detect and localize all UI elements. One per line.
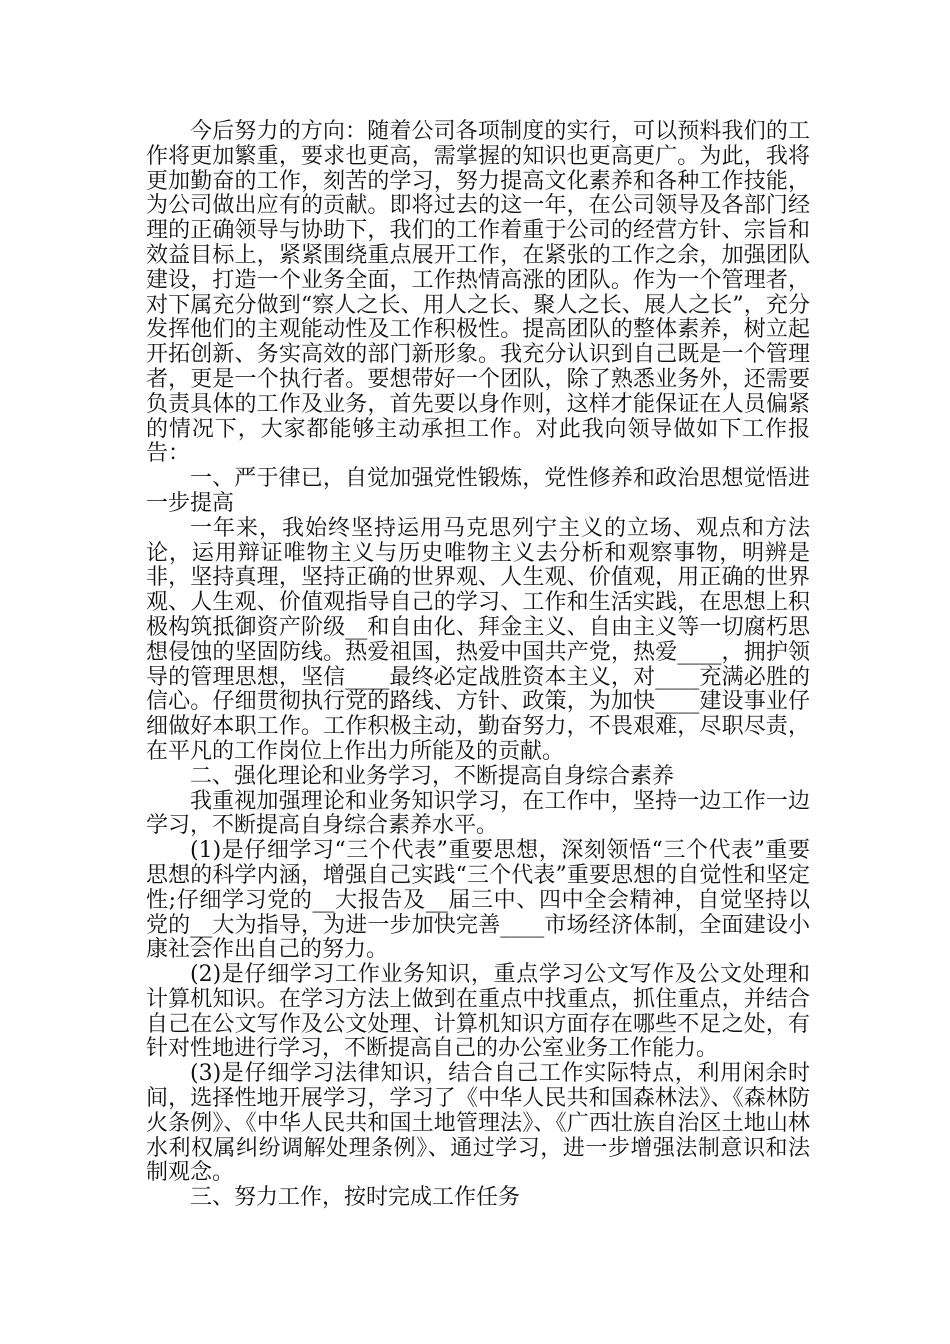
list-item-2: (2)是仔细学习工作业务知识，重点学习公文写作及公文处理和计算机知识。在学习方法上做到在重点中找重点，抓住重点，并结合自己在公文写作及公文处理、计算机知识方面存在哪些不足之处，有针对性地进行学习，不断提高自己的办公室业务工作能力。	[146, 962, 810, 1062]
paragraph-section-1: 一年来，我始终坚持运用马克思列宁主义的立场、观点和方法论，运用辩证唯物主义与历史唯物主义去分析和观察事物，明辨是非，坚持真理，坚持正确的世界观、人生观、价值观，用正确的世界观、人生观、价值观指导自己的学习、工作和生活实践，在思想上积极构筑抵御资产阶级__和自由化、拜金主义、自由主义等一切腐朽思想侵蚀的坚固防线。热爱祖国，热爱中国共产党，热爱____，拥护领导的管理思想，坚信____最终必定战胜资本主义，对____充满必胜的信心。仔细贯彻执行党的路线、方针、政策，为加快____建设事业仔细做好本职工作。工作积极主动，勤奋努力，不畏艰难，尽职尽责，在平凡的工作岗位上作出力所能及的贡献。	[146, 515, 810, 764]
section-heading-1: 一、严于律已，自觉加强党性锻炼，党性修养和政治思想觉悟进一步提高	[146, 466, 810, 516]
document-body	[146, 120, 810, 1211]
section-heading-2: 二、强化理论和业务学习，不断提高自身综合素养	[190, 763, 675, 789]
list-item-1: (1)是仔细学习“三个代表”重要思想，深刻领悟“三个代表”重要思想的科学内涵，增强自己实践“三个代表”重要思想的自觉性和坚定性;仔细学习党的__大报告及__届三中、四中全会精神，自觉坚持以党的__大为指导，为进一步加快完善____市场经济体制，全面建设小康社会作出自己的努力。	[146, 838, 810, 963]
list-item-3: (3)是仔细学习法律知识，结合自己工作实际特点，利用闲余时间，选择性地开展学习，学习了《中华人民共和国森林法》、《森林防火条例》、《中华人民共和国土地管理法》、《广西壮族自治区土地山林水利权属纠纷调解处理条例》、通过学习，进一步增强法制意识和法制观念。	[146, 1061, 810, 1186]
section-heading-3: 三、努力工作，按时完成工作任务	[190, 1185, 521, 1211]
paragraph-section-2: 我重视加强理论和业务知识学习，在工作中，坚持一边工作一边学习，不断提高自身综合素养水平。	[146, 788, 810, 839]
paragraph-intro: 今后努力的方向：随着公司各项制度的实行，可以预料我们的工作将更加繁重，要求也更高，需掌握的知识也更高更广。为此，我将更加勤奋的工作，刻苦的学习，努力提高文化素养和各种工作技能，为公司做出应有的贡献。即将过去的这一年，在公司领导及各部门经理的正确领导与协助下，我们的工作着重于公司的经营方针、宗旨和效益目标上，紧紧围绕重点展开工作，在紧张的工作之余，加强团队建设，打造一个业务全面，工作热情高涨的团队。作为一个管理者，对下属充分做到“察人之长、用人之长、聚人之长、展人之长”，充分发挥他们的主观能动性及工作积极性。提高团队的整体素养，树立起开拓创新、务实高效的部门新形象。我充分认识到自己既是一个管理者，更是一个执行者。要想带好一个团队，除了熟悉业务外，还需要负责具体的工作及业务，首先要以身作则，这样才能保证在人员偏紧的情况下，大家都能够主动承担工作。对此我向领导做如下工作报告：	[146, 119, 810, 467]
